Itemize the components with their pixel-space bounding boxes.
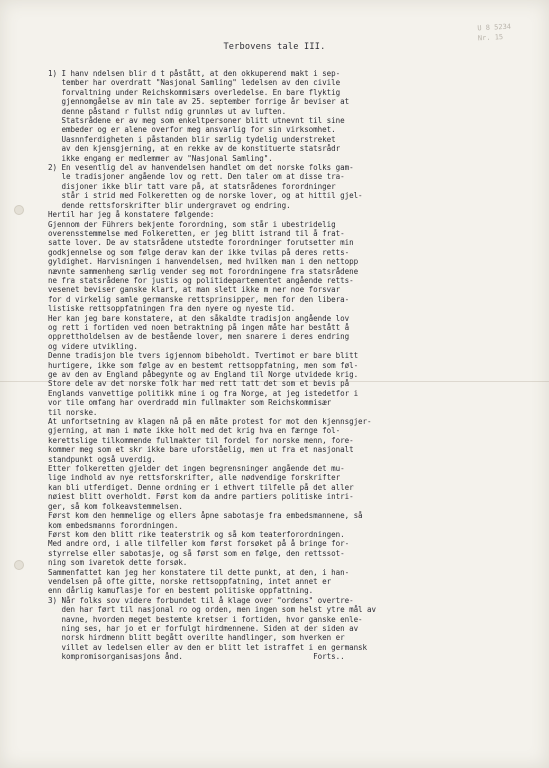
text-line: Englands vanvettige politikk mine i og fra Norge, at jeg istedetfor i: [48, 388, 359, 398]
text-line: nævnte sammenheng særlig vender seg mot forordningene fra statsrådene: [48, 266, 359, 276]
text-line: og rett i fortiden ved noen betraktning på ingen måte har bestått å: [48, 322, 350, 332]
text-line: ne fra statsrådene for justis og politidepartementet angående retts-: [48, 275, 354, 285]
text-line: Først kom den hemmelige og ellers åpne sabotasje fra embedsmannene, så: [48, 511, 363, 521]
document-body: [48, 69, 514, 662]
text-line: enn dårlig kamuflasje for en bestemt politiske oppfattning.: [48, 586, 314, 596]
text-line: til norske.: [48, 407, 98, 417]
text-line: og videre utvikling.: [48, 341, 138, 351]
text-line: Med andre ord, i alle tilfeller kom først forsøket på å bringe for-: [48, 539, 350, 549]
text-line: satte lover. De av statsrådene utstedte forordninger forutsetter min: [48, 238, 354, 248]
text-line: gyldighet. Harvisningen i hanvendelsen, med hvilken man i den nettopp: [48, 257, 359, 267]
text-line: At unfortsetning av klagen nå på en måte protest for mot den kjennsgjer-: [48, 417, 372, 427]
text-line: denne påstand r fullst ndig grunnløs ut av luften.: [48, 106, 287, 116]
text-line: gjennomgåelse av min tale av 25. september forrige år beviser at: [48, 97, 350, 107]
text-line: listiske rettsoppfatningen fra den nyere og nyeste tid.: [48, 304, 296, 314]
text-line: Denne tradisjon ble tvers igjennom bibeholdt. Tvertimot er bare blitt: [48, 351, 359, 361]
text-line: vendelsen på ofte gitte, norske rettsoppfatning, intet annet er: [48, 576, 332, 586]
text-line: navne, hvorden meget bestemte kretser i fortiden, hvor ganske enle-: [48, 614, 363, 624]
text-line: 1) I hanv ndelsen blir d t påstått, at den okkuperend makt i sep-: [48, 69, 341, 78]
text-line: godkjennelse og som følge derav kan der ikke tvilas på deres retts-: [48, 247, 350, 257]
text-line: Hertil har jeg å konstatere følgende:: [48, 210, 215, 220]
text-line: vesenet beviser ganske klart, at man slett ikke m ner noe forsvar: [48, 285, 341, 295]
text-line: opprettholdelsen av de bestående lover, men snarere i deres endring: [48, 332, 350, 342]
text-line: gjerning, at man i møte ikke holt med det krig hva en færnge fol-: [48, 426, 341, 436]
text-line: le tradisjoner angående lov og rett. Den taler om at disse tra-: [48, 172, 345, 182]
text-line: ge av den av England påbegynte og av England til Norge utvidede krig.: [48, 370, 359, 379]
text-line: kerettslige tilkommende fullmakter til fordel for norske menn, fore-: [48, 435, 354, 445]
text-line: står i strid med Folkeretten og de norske lover, og at hittil gjel-: [48, 191, 363, 201]
text-line: kom embedsmanns forordningen.: [48, 520, 179, 530]
text-line: Først kom den blitt rike teaterstrik og så kom teaterforordningen.: [48, 529, 345, 539]
text-line: 2) En vesentlig del av hanvendelsen handlet om det norske folks gam-: [48, 163, 354, 173]
text-line: villet av ledelsen eller av den er blitt let istraffet i en germansk: [48, 642, 368, 652]
text-line: forvaltning under Reichskommisærs overledelse. En bare flyktig: [48, 87, 341, 97]
text-line: Store dele av det norske folk har med rett tatt det som et bevis på: [48, 379, 350, 389]
document-title: Terbovens tale III.: [223, 42, 326, 52]
text-line: norsk hirdmenn blitt begått overilte handlinger, som hverken er: [48, 633, 345, 643]
text-line: kompromisorganisasjons ånd. Forts..: [48, 652, 345, 662]
text-line: Gjennom der Führers bekjente forordning, som står i ubestridelig: [48, 219, 336, 229]
stamp-line: U 8 5234: [477, 22, 512, 33]
text-line: tember har overdratt "Nasjonal Samling" ledelsen av den civile: [48, 78, 341, 88]
text-line: ning som ivaretok dette forsøk.: [48, 558, 188, 568]
text-line: for d virkelig samle germanske rettsprinsipper, men for den libera-: [48, 294, 350, 304]
text-line: ning ses, har jo et er forfulgt hirdmennene. Siden at der siden av: [48, 623, 359, 633]
stamp-line: Nr. 15: [477, 33, 504, 43]
text-line: vor tile omfang har overdradd min fullmakter som Reichskommisær: [48, 398, 332, 408]
text-line: kan bli utferdiget. Denne ordning er i ethvert tilfelle på det aller: [48, 482, 354, 492]
text-line: dende rettsforskrifter blir undergravet og endring.: [48, 200, 291, 210]
text-line: 3) Når folks sov videre forbundet til å klage over "ordens" overtre-: [48, 595, 354, 605]
text-line: den har ført til nasjonal ro og orden, men ingen som helst ytre mål av: [48, 605, 377, 615]
text-line: Her kan jeg bare konstatere, at den såkaldte tradisjon angående lov: [48, 313, 350, 323]
text-line: Sammenfattet kan jeg her konstatere til dette punkt, at den, i han-: [48, 567, 350, 577]
text-line: lige indhold av nye rettsforskrifter, alle nødvendige forskrifter: [48, 473, 341, 483]
text-line: Etter folkeretten gjelder det ingen begrensninger angående det mu-: [48, 464, 345, 474]
text-line: overensstemmelse med Folkeretten, er jeg blitt istrand til å frat-: [48, 228, 345, 238]
text-line: ger, så kom folkeavstemmelsen.: [48, 501, 183, 511]
text-line: Statsrådene er av meg som enkeltpersoner blitt utnevnt til sine: [48, 116, 345, 126]
text-line: Uasnnferdigheten i påstanden blir særlig tydelig understreket: [48, 134, 336, 144]
text-line: styrrelse eller sabotasje, og så først som en følge, den rettssot-: [48, 548, 345, 558]
text-line: av den kjensgjerning, at en rekke av de konstituerte statsrådr: [48, 144, 341, 154]
text-line: standpunkt også uverdig.: [48, 454, 156, 464]
text-line: hurtigere, ikke som følge av en bestemt rettsoppfatning, men som føl-: [48, 360, 359, 370]
text-line: ikke engang er medlemmer av "Nasjonal Samling".: [48, 153, 273, 163]
archive-stamp: [477, 21, 531, 60]
punch-hole: [14, 205, 24, 215]
text-line: disjoner ikke blir tatt vare på, at statsrådenes forordninger: [48, 181, 336, 191]
punch-hole: [14, 560, 24, 570]
text-line: kommer meg som et skr ikke bare uforståelig, men ut fra et nasjonalt: [48, 445, 354, 455]
text-line: embeder og er alene overfor meg ansvarlig for sin virksomhet.: [48, 125, 336, 135]
text-line: nøiest blitt overholdt. Først kom da andre partiers politiske intri-: [48, 492, 354, 502]
